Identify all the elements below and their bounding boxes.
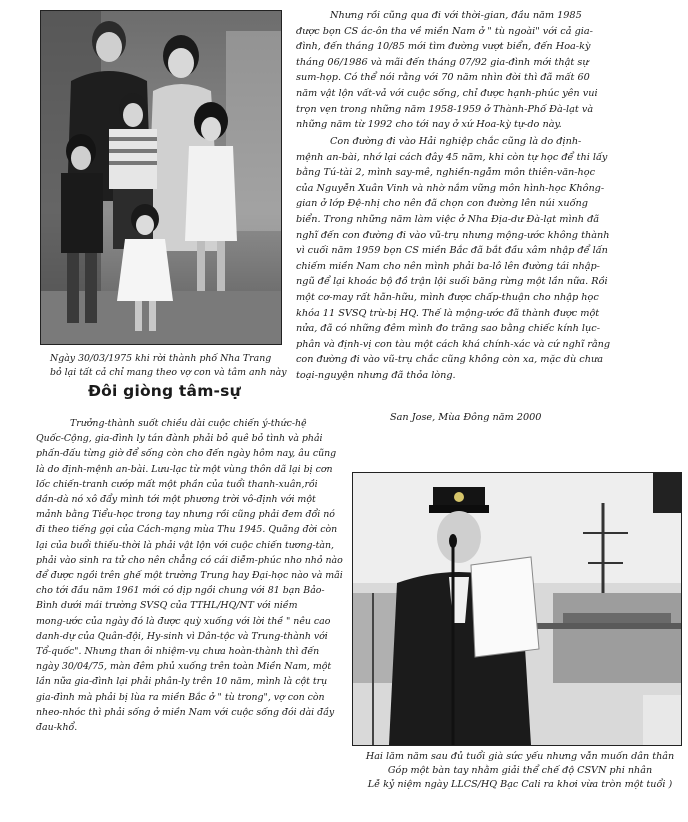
text-line: bằng Tú-tài 2, mình say-mê, nghiền-ngẫm môn thiên-văn-học: [296, 167, 596, 179]
text-line: nghĩ đến con đường đi vào vũ-trụ nhưng mộng-ước không thành: [296, 229, 610, 241]
text-line: đau-khổ.: [36, 722, 78, 734]
text-line: những năm từ 1992 cho tới nay ở xứ Hoa-kỳ tự-do này.: [296, 119, 562, 131]
text-line: lần nữa gia-đình lại phải phân-ly trên 10 năm, mình là cột trụ: [36, 676, 328, 688]
text-line: mong-ước của ngày đó là được quỳ xuống với lời thề " nêu cao: [36, 615, 331, 627]
text-line: một cơ-may rất hãn-hữu, mình được chấp-thuận cho nhập học: [296, 291, 599, 303]
text-line: chiếm miền Nam cho nên mình phải ba-lô lên đường tái nhập-: [296, 260, 600, 272]
text-line: Nhưng rồi cũng qua đi với thời-gian, đầu năm 1985: [330, 10, 582, 21]
text-line: Tổ-quốc". Nhưng than ôi nhiệm-vụ chưa hoàn-thành thì đến: [36, 646, 320, 658]
text-line: phấn-đấu từng giờ để sống còn cho đến ngày hôm nay, âu cũng: [36, 448, 337, 460]
text-line: đình, đến tháng 10/85 mới tìm đường vượt biển, đến Hoa-kỳ: [296, 41, 591, 53]
text-line: Bình dưới mái trường SVSQ của TTHL/HQ/NT với niềm: [36, 600, 298, 612]
speaker-caption-line: Hai lăm năm sau đủ tuổi già sức yếu nhưng vẫn muốn dân thân: [365, 751, 675, 762]
text-line: con đường đi vào vũ-trụ chắc cũng không còn xa, mặc dù chưa: [296, 354, 603, 366]
text-line: ngũ để lại khoác bộ đồ trận lội suối băng rừng một lần nữa. Rồi: [296, 276, 608, 288]
text-line: vì cuối năm 1959 bọn CS miền Bắc đã bắt đầu xâm nhập để lấn: [296, 245, 608, 257]
text-line: năm vật lộn vất-vả với cuộc sống, chỉ được hạnh-phúc yên vui: [296, 87, 598, 99]
life-story-paragraph: [36, 416, 343, 735]
text-line: danh-dự của Quân-đội, Hy-sinh vì Dân-tộc và Trung-thành với: [36, 630, 328, 642]
text-line: nửa, đã có những đêm mình đo trăng sao bằng chiếc kính lục-: [296, 323, 600, 335]
text-line: trọn vẹn trong những năm 1958-1959 ở Thành-Phố Đà-lạt và: [296, 103, 594, 115]
story-paragraph-intro: [296, 8, 676, 133]
speaker-photo-caption: [355, 750, 685, 792]
text-line: gian ở lớp Đệ-nhị cho nên đã chọn con đường lên núi xuống: [296, 198, 588, 210]
speaker-photo: [352, 472, 682, 746]
text-line: lốc chiến-tranh cướp mất một phần của tuổi thanh-xuân,rồi: [36, 478, 318, 490]
family-photo-image: [41, 11, 281, 344]
speaker-caption-line: Lễ kỷ niệm ngày LLCS/HQ Bạc Cali ra khơi vừa tròn một tuổi ): [367, 779, 673, 790]
text-line: gia-đình mà phải bị lùa ra miền Bắc ở " tù trong", vợ con còn: [36, 691, 325, 703]
text-line: toại-nguyện nhưng đã thỏa lòng.: [296, 369, 456, 381]
family-photo: [40, 10, 282, 345]
text-line: Con đường đi vào Hải nghiệp chắc cũng là do định-: [330, 136, 582, 147]
text-line: đi theo tiếng gọi của Cách-mạng mùa Thu 1945. Quãng đời còn: [36, 524, 338, 536]
family-caption-line: bỏ lại tất cả chỉ mang theo vợ con và tâm anh này: [50, 367, 287, 378]
speaker-photo-image: [353, 473, 681, 745]
text-line: tháng 06/1986 và mãi đến tháng 07/92 gia-đình mới thật sự: [296, 56, 589, 68]
text-line: lại của buổi thiếu-thời là phải vật lộn với cuộc chiến tương-tàn,: [36, 539, 335, 551]
story-paragraph-journey: [296, 134, 676, 384]
text-line: được bọn CS ác-ôn tha về miền Nam ở " tù ngoài" với cả gia-: [296, 25, 593, 37]
text-line: Quốc-Cộng, gia-đình ly tán đành phải bỏ quê bỏ tình và phải: [36, 433, 323, 445]
text-line: để được ngồi trên ghế một trường Trung hay Đại-học nào và mãi: [36, 570, 343, 582]
text-line: ngày 30/04/75, màn đêm phủ xuống trên toàn Miền Nam, một: [36, 661, 332, 673]
text-line: là do định-mệnh an-bài. Lưu-lạc từ một vùng thôn dã lại bị cơn: [36, 463, 333, 475]
text-line: khóa 11 SVSQ trừ-bị HQ. Thế là mộng-ước đã thành được một: [296, 307, 600, 319]
text-line: mảnh bằng Tiểu-học trong tay nhưng rồi cũng phải đem đổi nó: [36, 509, 335, 521]
section-heading: Đôi giòng tâm-sự: [88, 382, 241, 400]
text-line: sum-họp. Có thể nói rằng với 70 năm nhìn đời thì đã mất 60: [296, 72, 590, 84]
family-photo-caption: [50, 352, 287, 380]
text-line: phân và định-vị con tàu một cách khá chính-xác và cứ nghĩ rằng: [296, 338, 611, 350]
text-line: dần-dà nó xô đẩy mình tới một phương trời vô-định với một: [36, 494, 316, 506]
family-caption-line: Ngày 30/03/1975 khi rời thành phố Nha Trang: [50, 353, 272, 364]
text-line: nheo-nhóc thì phải sống ở miền Nam với cuộc sống đói dài đầy: [36, 706, 335, 718]
text-line: Trưởng-thành suốt chiều dài cuộc chiến ý-thức-hệ: [70, 418, 307, 429]
speaker-caption-line: Góp một bàn tay nhằm giải thể chế độ CSVN phi nhân: [387, 765, 653, 776]
text-line: biển. Trong những năm làm việc ở Nha Địa-dư Đà-lạt mình đã: [296, 213, 600, 225]
signoff: San Jose, Mùa Đông năm 2000: [390, 412, 542, 423]
text-line: của Nguyễn Xuân Vinh và nhờ nắm vững môn hình-học Không-: [296, 182, 605, 194]
text-line: mệnh an-bài, nhớ lại cách đây 45 năm, khi còn tự học để thi lấy: [296, 151, 608, 163]
text-line: phải vào sinh ra tử cho nên chẳng có cái diễm-phúc nho nhỏ nào: [36, 554, 343, 566]
text-line: cho tới đầu năm 1961 mới có dịp ngồi chung với 81 bạn Bảo-: [36, 585, 325, 597]
